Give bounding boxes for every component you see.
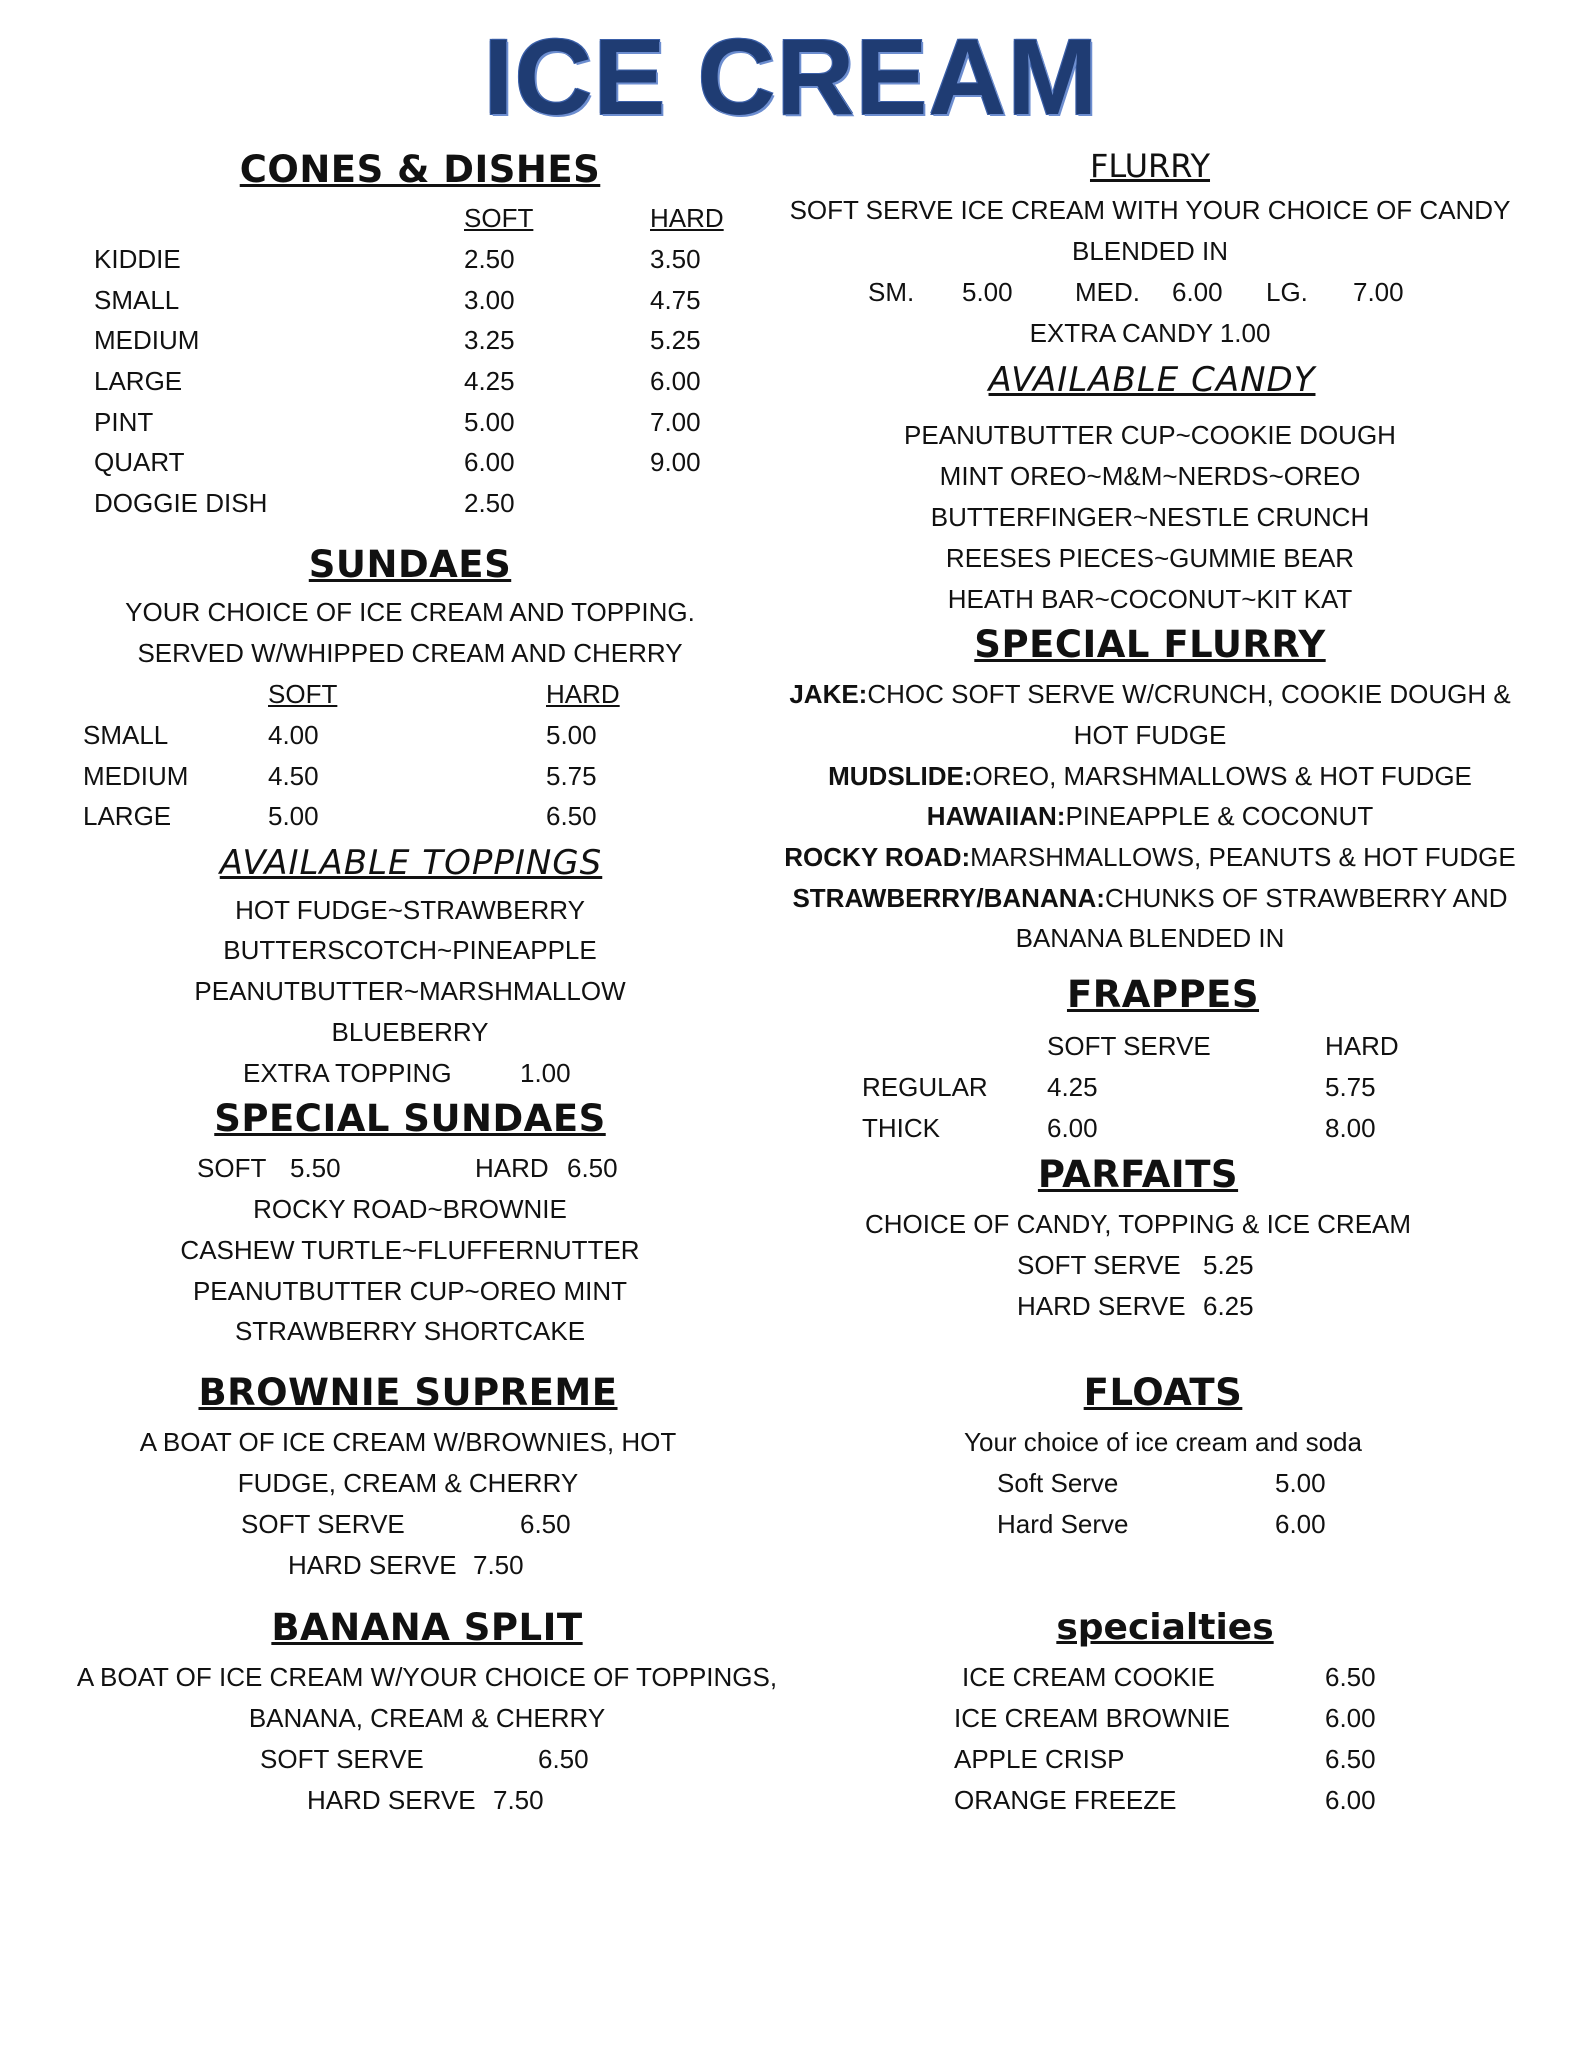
specialty-price: 6.50	[1325, 1744, 1376, 1774]
parfaits-description: CHOICE OF CANDY, TOPPING & ICE CREAM	[864, 1209, 1412, 1239]
sundaes-description: SERVED W/WHIPPED CREAM AND CHERRY	[137, 638, 683, 668]
frappes-row-soft-price: 6.00	[1047, 1113, 1098, 1143]
parfaits-soft-label: SOFT SERVE	[1017, 1250, 1181, 1280]
parfaits-hard-label: HARD SERVE	[1017, 1291, 1186, 1321]
special-sundae-line: PEANUTBUTTER CUP~OREO MINT	[192, 1276, 628, 1306]
toppings-heading: AVAILABLE TOPPINGS	[219, 843, 603, 883]
special-flurry-desc-cont: HOT FUDGE	[1073, 720, 1227, 750]
special-sundaes-heading: SPECIAL SUNDAES	[214, 1097, 606, 1140]
brownie-soft-label: SOFT SERVE	[241, 1509, 405, 1539]
cones-row-soft-price: 2.50	[464, 244, 515, 274]
cones-row-soft-price: 3.25	[464, 325, 515, 355]
frappes-soft-column-header: SOFT SERVE	[1047, 1031, 1211, 1061]
candy-line: PEANUTBUTTER CUP~COOKIE DOUGH	[904, 420, 1396, 450]
topping-line: BUTTERSCOTCH~PINEAPPLE	[223, 935, 597, 965]
cones-row-hard-price: 5.25	[650, 325, 701, 355]
floats-hard-price: 6.00	[1275, 1509, 1326, 1539]
specialties-heading: specialties	[1056, 1607, 1274, 1648]
sundaes-description: YOUR CHOICE OF ICE CREAM AND TOPPING.	[125, 597, 695, 627]
special-flurry-item	[927, 801, 1373, 831]
banana-description: A BOAT OF ICE CREAM W/YOUR CHOICE OF TOPPINGS,	[76, 1662, 778, 1692]
topping-line: PEANUTBUTTER~MARSHMALLOW	[194, 976, 626, 1006]
parfaits-soft-price: 5.25	[1203, 1250, 1254, 1280]
frappes-hard-column-header: HARD	[1325, 1031, 1399, 1061]
frappes-row-hard-price: 5.75	[1325, 1072, 1376, 1102]
sundaes-row-name: MEDIUM	[83, 761, 189, 791]
flurry-description: SOFT SERVE ICE CREAM WITH YOUR CHOICE OF CANDY	[789, 195, 1511, 225]
special-flurry-desc-cont: BANANA BLENDED IN	[1015, 923, 1285, 953]
topping-line: HOT FUDGE~STRAWBERRY	[235, 895, 585, 925]
special-flurry-desc: MARSHMALLOWS, PEANUTS & HOT FUDGE	[970, 842, 1516, 872]
specialty-name: APPLE CRISP	[954, 1744, 1125, 1774]
brownie-description: A BOAT OF ICE CREAM W/BROWNIES, HOT	[139, 1427, 677, 1457]
floats-hard-label: Hard Serve	[997, 1509, 1129, 1539]
sundaes-heading: SUNDAES	[308, 543, 512, 586]
topping-line: BLUEBERRY	[331, 1017, 489, 1047]
sundaes-row-hard-price: 6.50	[546, 801, 597, 831]
cones-row-name: PINT	[94, 407, 154, 437]
candy-heading: AVAILABLE CANDY	[988, 360, 1316, 400]
brownie-description: FUDGE, CREAM & CHERRY	[237, 1468, 579, 1498]
flurry-med-price: 6.00	[1172, 277, 1223, 307]
candy-line: BUTTERFINGER~NESTLE CRUNCH	[930, 502, 1370, 532]
banana-soft-price: 6.50	[538, 1744, 589, 1774]
parfaits-hard-price: 6.25	[1203, 1291, 1254, 1321]
cones-row-name: KIDDIE	[94, 244, 181, 274]
floats-soft-price: 5.00	[1275, 1468, 1326, 1498]
cones-soft-column-header: SOFT	[464, 203, 534, 233]
special-flurry-name: JAKE:	[789, 679, 868, 709]
floats-heading: FLOATS	[1083, 1371, 1243, 1414]
candy-line: REESES PIECES~GUMMIE BEAR	[945, 543, 1355, 573]
cones-row-name: QUART	[94, 447, 185, 477]
frappes-row-soft-price: 4.25	[1047, 1072, 1098, 1102]
frappes-row-name: REGULAR	[862, 1072, 988, 1102]
special-sundaes-hard-label: HARD	[475, 1153, 549, 1183]
cones-row-soft-price: 2.50	[464, 488, 515, 518]
sundaes-row-hard-price: 5.75	[546, 761, 597, 791]
sundaes-row-soft-price: 4.50	[268, 761, 319, 791]
specialty-name: ICE CREAM COOKIE	[962, 1662, 1215, 1692]
flurry-extra-candy: EXTRA CANDY 1.00	[1029, 318, 1271, 348]
frappes-row-name: THICK	[862, 1113, 940, 1143]
banana-soft-label: SOFT SERVE	[260, 1744, 424, 1774]
flurry-sm-price: 5.00	[962, 277, 1013, 307]
special-flurry-heading: SPECIAL FLURRY	[974, 623, 1326, 666]
special-flurry-item	[789, 679, 1510, 709]
sundaes-row-hard-price: 5.00	[546, 720, 597, 750]
flurry-heading: FLURRY	[1089, 147, 1211, 185]
cones-row-name: DOGGIE DISH	[94, 488, 268, 518]
special-flurry-name: MUDSLIDE:	[828, 761, 973, 791]
cones-row-soft-price: 4.25	[464, 366, 515, 396]
cones-row-hard-price: 7.00	[650, 407, 701, 437]
special-sundae-line: ROCKY ROAD~BROWNIE	[253, 1194, 567, 1224]
flurry-lg-price: 7.00	[1353, 277, 1404, 307]
banana-hard-label: HARD SERVE	[307, 1785, 476, 1815]
special-flurry-item	[828, 761, 1472, 791]
specialty-price: 6.00	[1325, 1785, 1376, 1815]
special-flurry-desc: PINEAPPLE & COCONUT	[1065, 801, 1374, 831]
candy-line: MINT OREO~M&M~NERDS~OREO	[939, 461, 1361, 491]
special-flurry-name: HAWAIIAN:	[926, 801, 1066, 831]
cones-row-hard-price: 4.75	[650, 285, 701, 315]
parfaits-heading: PARFAITS	[1037, 1153, 1239, 1196]
cones-row-hard-price: 6.00	[650, 366, 701, 396]
specialty-price: 6.50	[1325, 1662, 1376, 1692]
cones-row-soft-price: 5.00	[464, 407, 515, 437]
cones-row-hard-price: 9.00	[650, 447, 701, 477]
sundaes-row-soft-price: 4.00	[268, 720, 319, 750]
special-sundae-line: CASHEW TURTLE~FLUFFERNUTTER	[180, 1235, 640, 1265]
cones-row-name: MEDIUM	[94, 325, 200, 355]
specialty-price: 6.00	[1325, 1703, 1376, 1733]
special-flurry-name: ROCKY ROAD:	[784, 842, 971, 872]
special-flurry-name: STRAWBERRY/BANANA:	[792, 883, 1105, 913]
special-sundae-line: STRAWBERRY SHORTCAKE	[234, 1316, 586, 1346]
frappes-heading: FRAPPES	[1066, 973, 1260, 1016]
sundaes-row-name: SMALL	[83, 720, 169, 750]
special-flurry-desc: CHOC SOFT SERVE W/CRUNCH, COOKIE DOUGH &	[867, 679, 1511, 709]
sundaes-row-name: LARGE	[83, 801, 172, 831]
cones-row-hard-price: 3.50	[650, 244, 701, 274]
banana-split-heading: BANANA SPLIT	[271, 1606, 583, 1649]
flurry-med-label: MED.	[1075, 277, 1140, 307]
cones-row-soft-price: 6.00	[464, 447, 515, 477]
special-flurry-item	[792, 883, 1507, 913]
extra-topping-price: 1.00	[520, 1058, 571, 1088]
special-flurry-item	[784, 842, 1515, 872]
special-flurry-desc: CHUNKS OF STRAWBERRY AND	[1104, 883, 1508, 913]
flurry-description: BLENDED IN	[1071, 236, 1229, 266]
floats-description: Your choice of ice cream and soda	[964, 1427, 1362, 1457]
special-sundaes-soft-label: SOFT	[197, 1153, 267, 1183]
candy-line: HEATH BAR~COCONUT~KIT KAT	[947, 584, 1353, 614]
flurry-lg-label: LG.	[1266, 277, 1308, 307]
brownie-soft-price: 6.50	[520, 1509, 571, 1539]
cones-row-soft-price: 3.00	[464, 285, 515, 315]
specialty-name: ORANGE FREEZE	[954, 1785, 1177, 1815]
cones-row-name: SMALL	[94, 285, 180, 315]
banana-description: BANANA, CREAM & CHERRY	[248, 1703, 606, 1733]
frappes-row-hard-price: 8.00	[1325, 1113, 1376, 1143]
sundaes-soft-column-header: SOFT	[268, 679, 338, 709]
special-sundaes-hard-price: 6.50	[567, 1153, 618, 1183]
cones-dishes-heading: CONES & DISHES	[239, 148, 601, 191]
cones-hard-column-header: HARD	[650, 203, 724, 233]
banana-hard-price: 7.50	[493, 1785, 544, 1815]
specialty-name: ICE CREAM BROWNIE	[954, 1703, 1230, 1733]
brownie-hard-price: 7.50	[473, 1550, 524, 1580]
page-title: ICE CREAM	[483, 16, 1099, 137]
special-sundaes-soft-price: 5.50	[290, 1153, 341, 1183]
brownie-supreme-heading: BROWNIE SUPREME	[198, 1371, 618, 1414]
brownie-hard-label: HARD SERVE	[288, 1550, 457, 1580]
cones-row-name: LARGE	[94, 366, 183, 396]
sundaes-hard-column-header: HARD	[546, 679, 620, 709]
special-flurry-desc: OREO, MARSHMALLOWS & HOT FUDGE	[972, 761, 1472, 791]
floats-soft-label: Soft Serve	[997, 1468, 1119, 1498]
flurry-sm-label: SM.	[868, 277, 915, 307]
sundaes-row-soft-price: 5.00	[268, 801, 319, 831]
extra-topping-label: EXTRA TOPPING	[243, 1058, 452, 1088]
